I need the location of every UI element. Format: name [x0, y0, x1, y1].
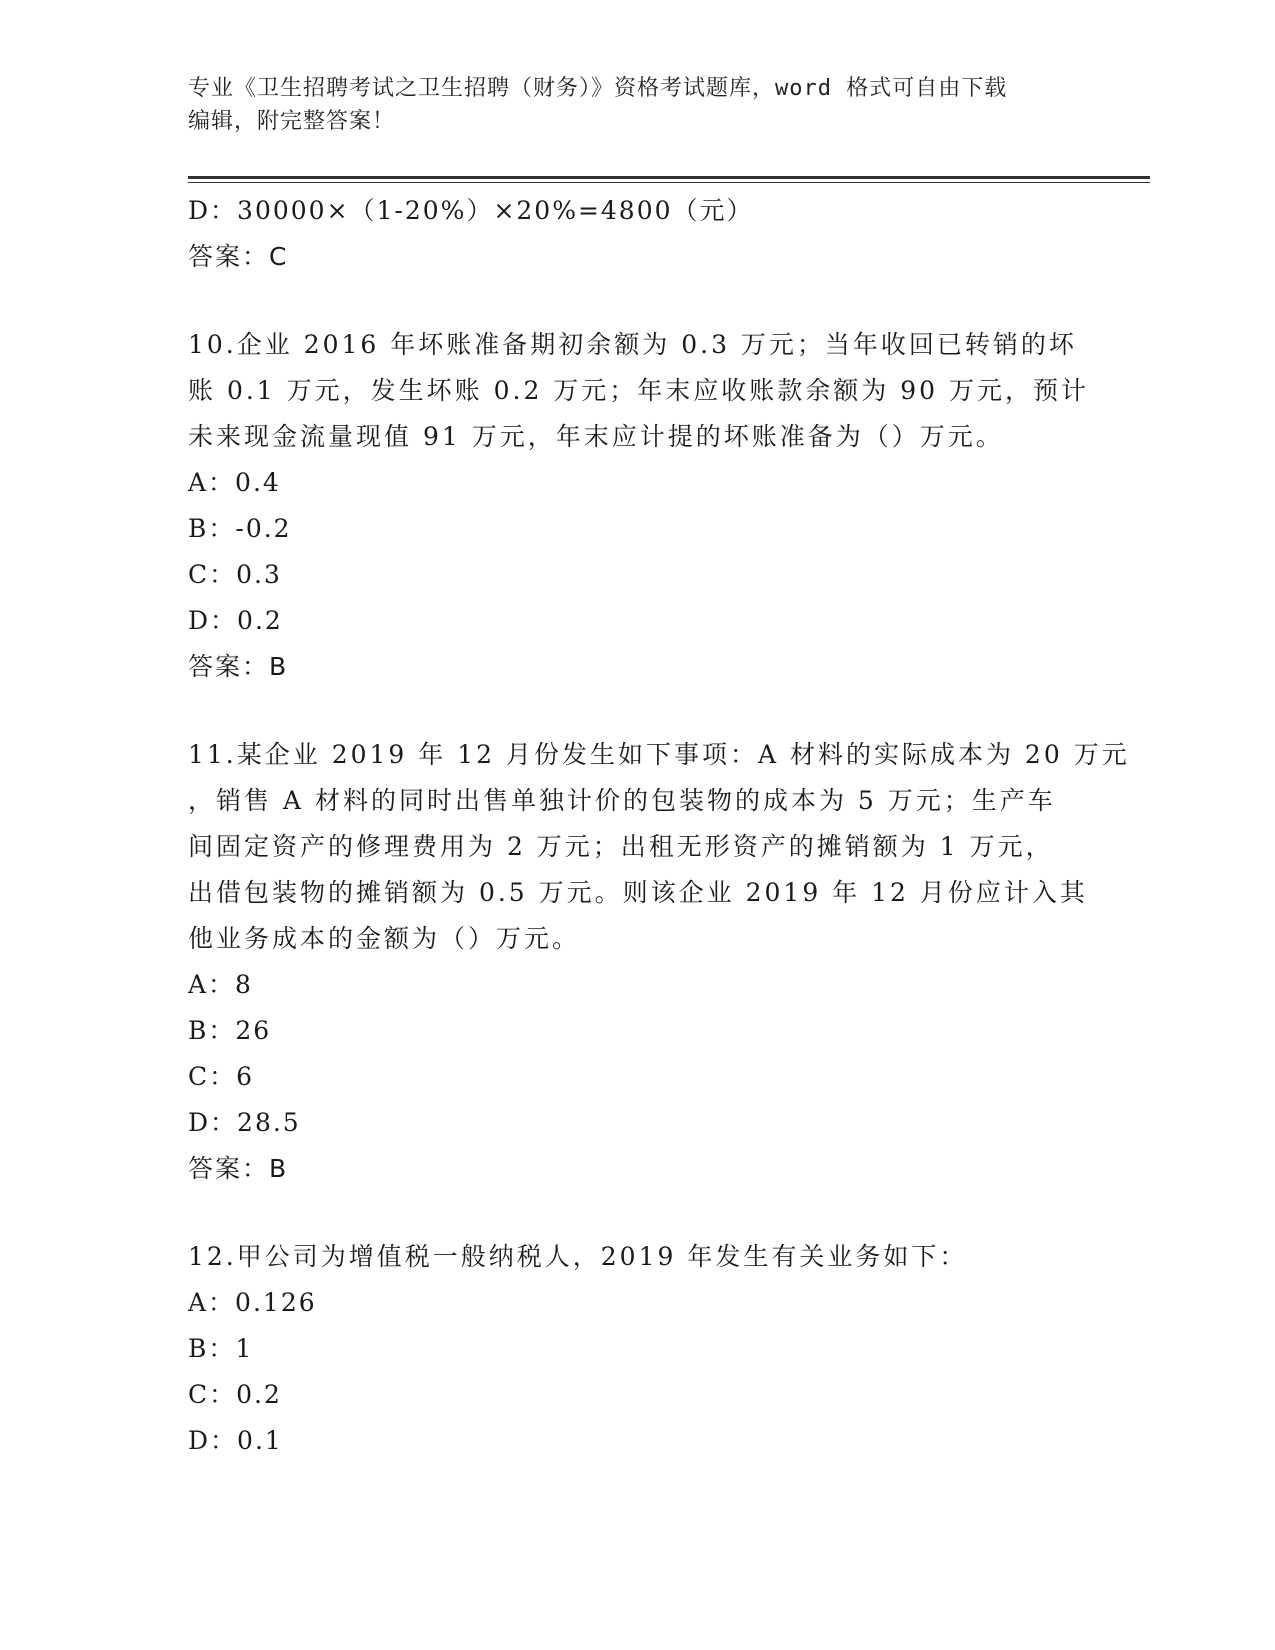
question-12-option-b: B：1	[188, 1334, 254, 1363]
page-header	[188, 72, 1088, 138]
question-10-option-b: B：-0.2	[188, 514, 292, 543]
question-12-option-a: A：0.126	[188, 1288, 317, 1317]
question-12-line-1: 12.甲公司为增值税一般纳税人，2019 年发生有关业务如下：	[188, 1242, 968, 1271]
question-10-answer: 答案：B	[188, 652, 289, 681]
question-11-line-5: 他业务成本的金额为（）万元。	[188, 924, 581, 953]
question-12-option-d: D：0.1	[188, 1426, 283, 1455]
spacer	[188, 1192, 1088, 1234]
question-10-option-c: C：0.3	[188, 560, 282, 589]
header-line-2: 编辑，附完整答案！	[188, 109, 396, 134]
question-11-answer: 答案：B	[188, 1154, 289, 1183]
question-11-line-4: 出借包装物的摊销额为 0.5 万元。则该企业 2019 年 12 月份应计入其	[188, 878, 1088, 907]
spacer	[188, 280, 1088, 322]
header-line-1: 专业《卫生招聘考试之卫生招聘（财务）》资格考试题库，word 格式可自由下载	[188, 76, 1008, 101]
question-11-option-d: D：28.5	[188, 1108, 301, 1137]
question-11-line-2: ，销售 A 材料的同时出售单独计价的包装物的成本为 5 万元；生产车	[188, 786, 1056, 815]
question-12-option-c: C：0.2	[188, 1380, 282, 1409]
question-10-option-d: D：0.2	[188, 606, 283, 635]
spacer	[188, 690, 1088, 732]
question-12	[188, 1234, 1088, 1464]
question-10-option-a: A：0.4	[188, 468, 281, 497]
question-11	[188, 732, 1130, 1192]
question-10-line-1: 10.企业 2016 年坏账准备期初余额为 0.3 万元；当年收回已转销的坏	[188, 330, 1077, 359]
prev-answer: 答案：C	[188, 242, 289, 271]
question-11-option-b: B：26	[188, 1016, 272, 1045]
question-11-option-a: A：8	[188, 970, 253, 999]
header-divider-thick	[188, 176, 1150, 179]
document-body	[188, 188, 1130, 1464]
header-divider-thin	[188, 182, 1150, 183]
question-11-option-c: C：6	[188, 1062, 255, 1091]
prev-option-d: D：30000×（1-20%）×20%=4800（元）	[188, 196, 754, 225]
question-10-line-2: 账 0.1 万元，发生坏账 0.2 万元；年末应收账款余额为 90 万元，预计	[188, 376, 1090, 405]
question-11-line-3: 间固定资产的修理费用为 2 万元；出租无形资产的摊销额为 1 万元，	[188, 832, 1054, 861]
question-10-line-3: 未来现金流量现值 91 万元，年末应计提的坏账准备为（）万元。	[188, 422, 1004, 451]
question-10	[188, 322, 1088, 690]
question-11-line-1: 11.某企业 2019 年 12 月份发生如下事项：A 材料的实际成本为 20 万元	[188, 740, 1130, 769]
